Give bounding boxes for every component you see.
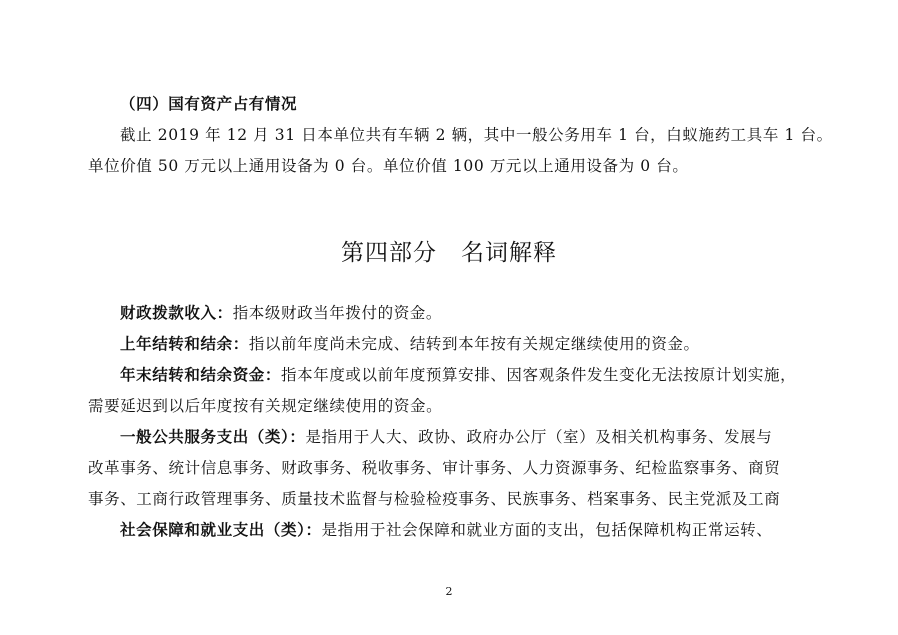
term-definition: 指本年度或以前年度预算安排、因客观条件发生变化无法按原计划实施，: [281, 366, 797, 384]
term-definition: 是指用于人大、政协、政府办公厅（室）及相关机构事务、发展与: [305, 428, 773, 446]
assets-paragraph-line-2: 单位价值 50 万元以上通用设备为 0 台。单位价值 100 万元以上通用设备为 0 台。: [88, 157, 689, 175]
section-heading-assets: （四）国有资产占有情况: [120, 95, 298, 113]
term-definition-continued: 需要延迟到以后年度按有关规定继续使用的资金。: [88, 397, 443, 415]
assets-paragraph-line-1: 截止 2019 年 12 月 31 日本单位共有车辆 2 辆，其中一般公务用车 1 台，白蚁施药工具车 1 台。: [120, 126, 833, 144]
page-number: 2: [445, 585, 453, 598]
term-definition-continued: 改革事务、统计信息事务、财政事务、税收事务、审计事务、人力资源事务、纪检监察事务、商贸: [88, 459, 781, 477]
term-label: 财政拨款收入：: [120, 304, 233, 322]
part-four-title-number: 第四部分: [341, 240, 437, 266]
term-financial-allocation: [120, 303, 840, 323]
term-label: 上年结转和结余：: [120, 335, 249, 353]
term-definition: 指本级财政当年拨付的资金。: [232, 304, 443, 322]
part-four-title: [0, 238, 898, 268]
term-label: 社会保障和就业支出（类）：: [120, 521, 322, 539]
term-definition: 指以前年度尚未完成、结转到本年按有关规定继续使用的资金。: [248, 335, 700, 353]
term-general-public-services: [120, 427, 840, 447]
part-four-title-text: 名词解释: [461, 240, 557, 266]
term-prior-year-carryover: [120, 334, 840, 354]
term-definition-continued: 事务、工商行政管理事务、质量技术监督与检验检疫事务、民族事务、档案事务、民主党派及工商: [88, 490, 781, 508]
term-label: 一般公共服务支出（类）：: [120, 428, 306, 446]
term-definition: 是指用于社会保障和就业方面的支出，包括保障机构正常运转、: [321, 521, 773, 539]
term-year-end-carryover: [120, 365, 840, 385]
term-label: 年末结转和结余资金：: [120, 366, 282, 384]
term-social-security-employment: [120, 520, 840, 540]
